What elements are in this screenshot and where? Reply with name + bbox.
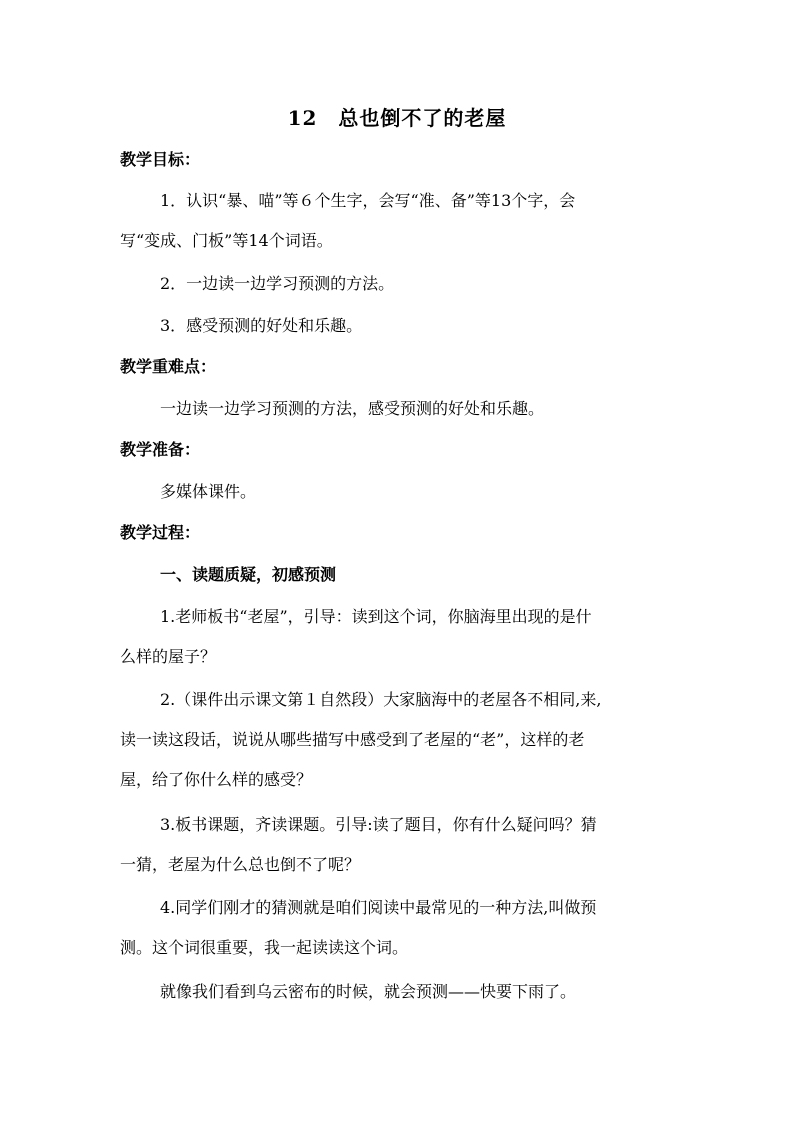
- preparation-heading: 教学准备：: [120, 440, 201, 459]
- paragraph-3-line-2: 一猜，老屋为什么总也倒不了呢？: [120, 855, 361, 874]
- key-points-line: 一边读一边学习预测的方法，感受预测的好处和乐趣。: [160, 399, 545, 418]
- step-1-heading: [120, 563, 676, 587]
- paragraph-1: [120, 605, 676, 669]
- paragraph-2-line-3: 屋，给了你什么样的感受？: [120, 770, 313, 789]
- goal-2: [120, 272, 676, 296]
- page-title: 12 总也倒不了的老屋: [287, 106, 507, 130]
- paragraph-1-line-1: 1.老师板书“老屋”，引导：读到这个词，你脑海里出现的是什: [160, 607, 592, 626]
- key-points-heading: 教学重难点：: [120, 357, 217, 376]
- preparation-line: 多媒体课件。: [160, 482, 257, 501]
- goal-3: [120, 314, 676, 338]
- paragraph-5-line: 就像我们看到乌云密布的时候，就会预测——快要下雨了。: [160, 982, 577, 1001]
- paragraph-3-line-1: 3.板书课题，齐读课题。引导:读了题目，你有什么疑问吗？猜: [160, 815, 597, 834]
- goal-1: [120, 189, 676, 253]
- paragraph-2-line-1: 2.（课件出示课文第１自然段）大家脑海中的老屋各不相同,来,: [160, 690, 602, 709]
- goals-heading: 教学目标：: [120, 150, 201, 169]
- preparation-text: [120, 480, 676, 504]
- paragraph-4: [120, 896, 676, 960]
- paragraph-1-line-2: 么样的屋子？: [120, 647, 217, 666]
- goal-3-line: 3．感受预测的好处和乐趣。: [160, 316, 363, 335]
- paragraph-2-line-2: 读一读这段话，说说从哪些描写中感受到了老屋的“老”，这样的老: [120, 730, 585, 749]
- process-heading: 教学过程：: [120, 523, 201, 542]
- paragraph-5: [120, 980, 676, 1004]
- paragraph-2: [120, 688, 676, 792]
- step-1-heading-line: 一、读题质疑，初感预测: [160, 565, 337, 584]
- key-points-text: [120, 397, 676, 421]
- paragraph-3: [120, 813, 676, 877]
- goal-1-line-2: 写“变成、门板”等14个词语。: [120, 231, 333, 250]
- paragraph-4-line-2: 测。这个词很重要，我一起读读这个词。: [120, 938, 409, 957]
- paragraph-4-line-1: 4.同学们刚才的猜测就是咱们阅读中最常见的一种方法,叫做预: [160, 898, 597, 917]
- goal-2-line: 2．一边读一边学习预测的方法。: [160, 274, 395, 293]
- goal-1-line-1: 1．认识“暴、喵”等６个生字，会写“准、备”等13个字，会: [160, 191, 576, 210]
